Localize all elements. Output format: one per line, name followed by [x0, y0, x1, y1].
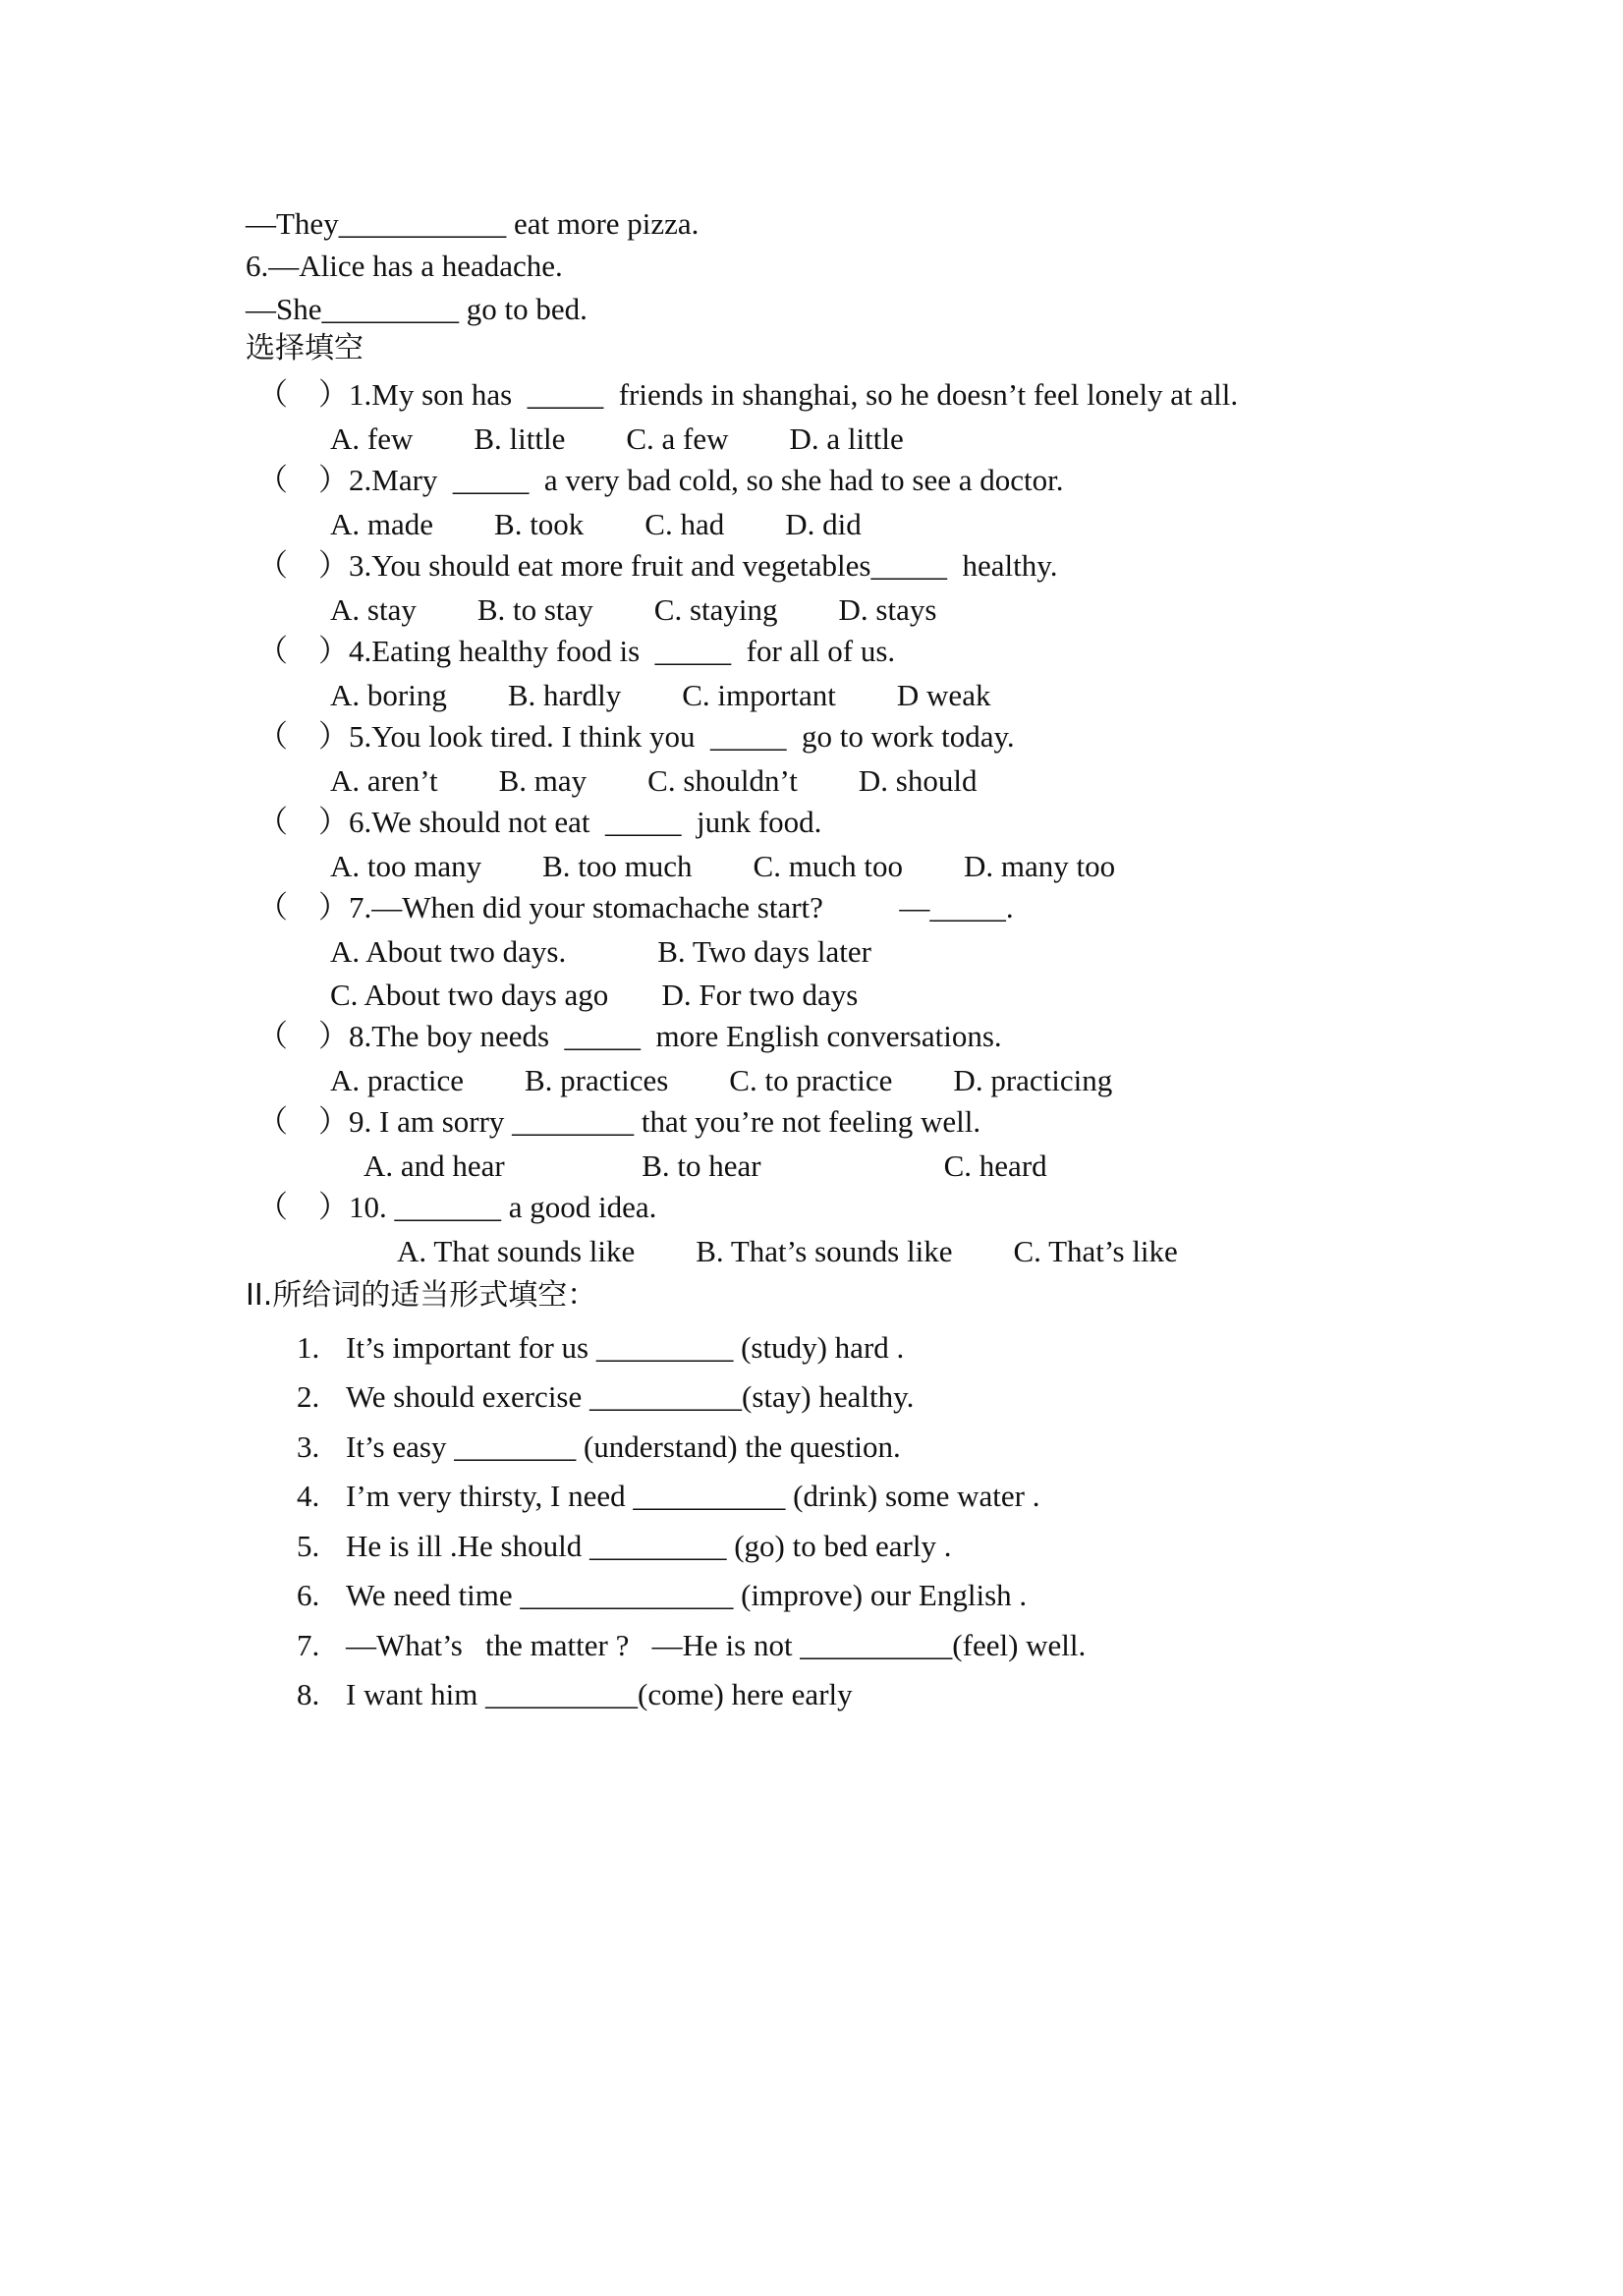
question-2-stem: （ ）2.Mary _____ a very bad cold, so she had to see a doctor. [257, 463, 1064, 497]
fill-item-6-text: We need time ______________ (improve) our English . [346, 1578, 1028, 1612]
question-6-options: A. too many B. too much C. much too D. many too [330, 849, 1116, 883]
continuation-line-2: 6.—Alice has a headache. [246, 249, 563, 283]
fill-item-2-number: 2. [297, 1379, 320, 1414]
fill-item-2-text: We should exercise __________(stay) healthy. [346, 1379, 915, 1414]
fill-item-5-number: 5. [297, 1529, 320, 1563]
question-3-options: A. stay B. to stay C. staying D. stays [330, 592, 937, 627]
section2-title: II.所给词的适当形式填空： [246, 1278, 597, 1313]
fill-item-3-number: 3. [297, 1429, 320, 1464]
fill-item-8-number: 8. [297, 1677, 320, 1711]
question-9-options: A. and hear B. to hear C. heard [364, 1148, 1047, 1183]
question-4-stem: （ ）4.Eating healthy food is _____ for all of us. [257, 634, 896, 668]
fill-item-7-text: —What’s the matter ? —He is not __________(feel) well. [346, 1628, 1087, 1662]
question-9-stem: （ ）9. I am sorry ________ that you’re not feeling well. [257, 1104, 981, 1139]
question-7-options-2: C. About two days ago D. For two days [330, 978, 859, 1012]
section1-title: 选择填空 [246, 331, 364, 365]
question-2-options: A. made B. took C. had D. did [330, 507, 862, 541]
fill-item-4-number: 4. [297, 1479, 320, 1513]
question-3-stem: （ ）3.You should eat more fruit and vegetables_____ healthy. [257, 548, 1058, 583]
question-7-options: A. About two days. B. Two days later [330, 934, 871, 969]
question-8-options: A. practice B. practices C. to practice D. practicing [330, 1063, 1113, 1097]
fill-item-4-text: I’m very thirsty, I need __________ (drink) some water . [346, 1479, 1040, 1513]
fill-item-6-number: 6. [297, 1578, 320, 1612]
fill-item-5-text: He is ill .He should _________ (go) to bed early . [346, 1529, 952, 1563]
question-6-stem: （ ）6.We should not eat _____ junk food. [257, 805, 822, 839]
question-5-options: A. aren’t B. may C. shouldn’t D. should [330, 763, 978, 798]
fill-item-8-text: I want him __________(come) here early [346, 1677, 853, 1711]
fill-item-1-number: 1. [297, 1330, 320, 1365]
question-10-options: A. That sounds like B. That’s sounds like C. That’s like [397, 1234, 1178, 1268]
question-5-stem: （ ）5.You look tired. I think you _____ go to work today. [257, 719, 1015, 754]
fill-item-3-text: It’s easy ________ (understand) the question. [346, 1429, 901, 1464]
fill-item-1-text: It’s important for us _________ (study) hard . [346, 1330, 905, 1365]
question-8-stem: （ ）8.The boy needs _____ more English conversations. [257, 1019, 1002, 1053]
fill-item-7-number: 7. [297, 1628, 320, 1662]
question-1-stem: （ ）1.My son has _____ friends in shanghai, so he doesn’t feel lonely at all. [257, 377, 1239, 412]
continuation-line-1: —They___________ eat more pizza. [246, 206, 700, 241]
continuation-line-3: —She_________ go to bed. [246, 292, 588, 326]
question-1-options: A. few B. little C. a few D. a little [330, 421, 904, 456]
question-10-stem: （ ）10. _______ a good idea. [257, 1190, 657, 1224]
question-7-stem: （ ）7.—When did your stomachache start? —_____. [257, 890, 1014, 924]
question-4-options: A. boring B. hardly C. important D weak [330, 678, 991, 712]
